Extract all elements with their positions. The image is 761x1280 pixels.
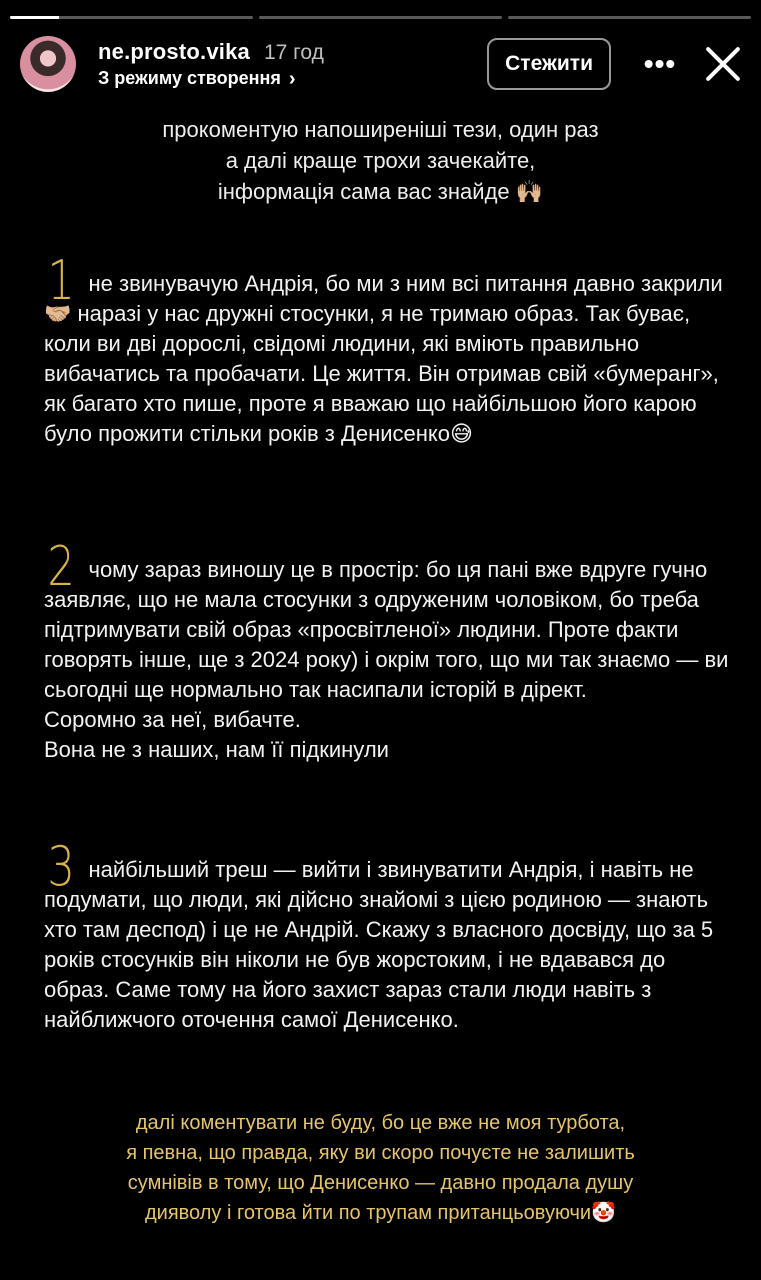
point-number: 2 — [47, 535, 75, 598]
progress-fill-1 — [10, 16, 59, 19]
point-2 — [44, 535, 731, 765]
point-extra-line: Вона не з наших, нам її підкинули — [44, 737, 389, 762]
intro-line: прокоментую напоширеніші тези, один раз — [162, 117, 599, 142]
point-3 — [44, 835, 731, 1035]
story-progress-bar — [10, 16, 751, 19]
point-extra-line: Соромно за неї, вибачте. — [44, 707, 301, 732]
progress-segment-3 — [508, 16, 751, 19]
point-text: чому зараз виношу це в простір: бо ця пані вже вдруге гучно заявляє, що не мала стосунки з одруженим чоловіком, бо треба підтримувати свій образ «просвітленої» людини. Проте факти говорять інше, ще з 2024 року) і окрім того, що ми так знаємо — ви сьогодні ще нормально так насипали історій в дірект. — [44, 557, 729, 702]
intro-line: а далі краще трохи зачекайте, — [225, 148, 536, 173]
outro-line: сумнівів в тому, що Денисенко — давно продала душу — [127, 1172, 634, 1194]
chevron-right-icon: › — [288, 67, 296, 90]
story-meta — [98, 39, 324, 89]
intro-text — [0, 114, 761, 207]
creation-mode-link[interactable] — [98, 68, 324, 89]
post-time: 17 год — [263, 41, 324, 64]
outro-text — [0, 1108, 761, 1228]
point-1 — [44, 249, 731, 449]
outro-line: дияволу і готова йти по трупам пританцьовуючи🤡 — [144, 1202, 616, 1224]
outro-line: я певна, що правда, яку ви скоро почуєте не залишить — [126, 1142, 635, 1164]
follow-button[interactable]: Стежити — [487, 38, 611, 90]
point-number: 1 — [47, 249, 75, 312]
intro-line: інформація сама вас знайде 🙌🏼 — [217, 179, 544, 204]
username[interactable]: ne.prosto.vika — [98, 39, 250, 64]
outro-line: далі коментувати не буду, бо це вже не моя турбота, — [135, 1112, 626, 1134]
creation-mode-label: З режиму створення — [98, 68, 281, 88]
progress-segment-1 — [10, 16, 253, 19]
username-row — [98, 39, 324, 65]
point-number: 3 — [47, 835, 75, 898]
more-options-icon[interactable]: ••• — [643, 48, 677, 79]
point-text: найбільший треш — вийти і звинуватити Андрія, і навіть не подумати, що люди, які дійсно знайомі з цією родиною — знають хто там деспод) і це не Андрій. Скажу з власного досвіду, що за 5 років стосунків він ніколи не був жорстоким, і не вдавався до образ. Саме тому на його захист зараз стали люди навіть з найближчого оточення самої Денисенко. — [44, 857, 714, 1032]
story-header — [20, 32, 745, 96]
avatar[interactable] — [20, 36, 76, 92]
close-icon[interactable] — [701, 42, 745, 86]
progress-segment-2 — [259, 16, 502, 19]
point-text: не звинувачую Андрія, бо ми з ним всі питання давно закрили🤝🏼 наразі у нас дружні стосунки, я не тримаю образ. Так буває, коли ви дві дорослі, свідомі людини, які вміють правильно вибачатись та пробачати. Це життя. Він отримав свій «бумеранг», як багато хто пише, проте я вважаю що найбільшою його карою було прожити стільки років з Денисенко😅 — [44, 271, 723, 446]
